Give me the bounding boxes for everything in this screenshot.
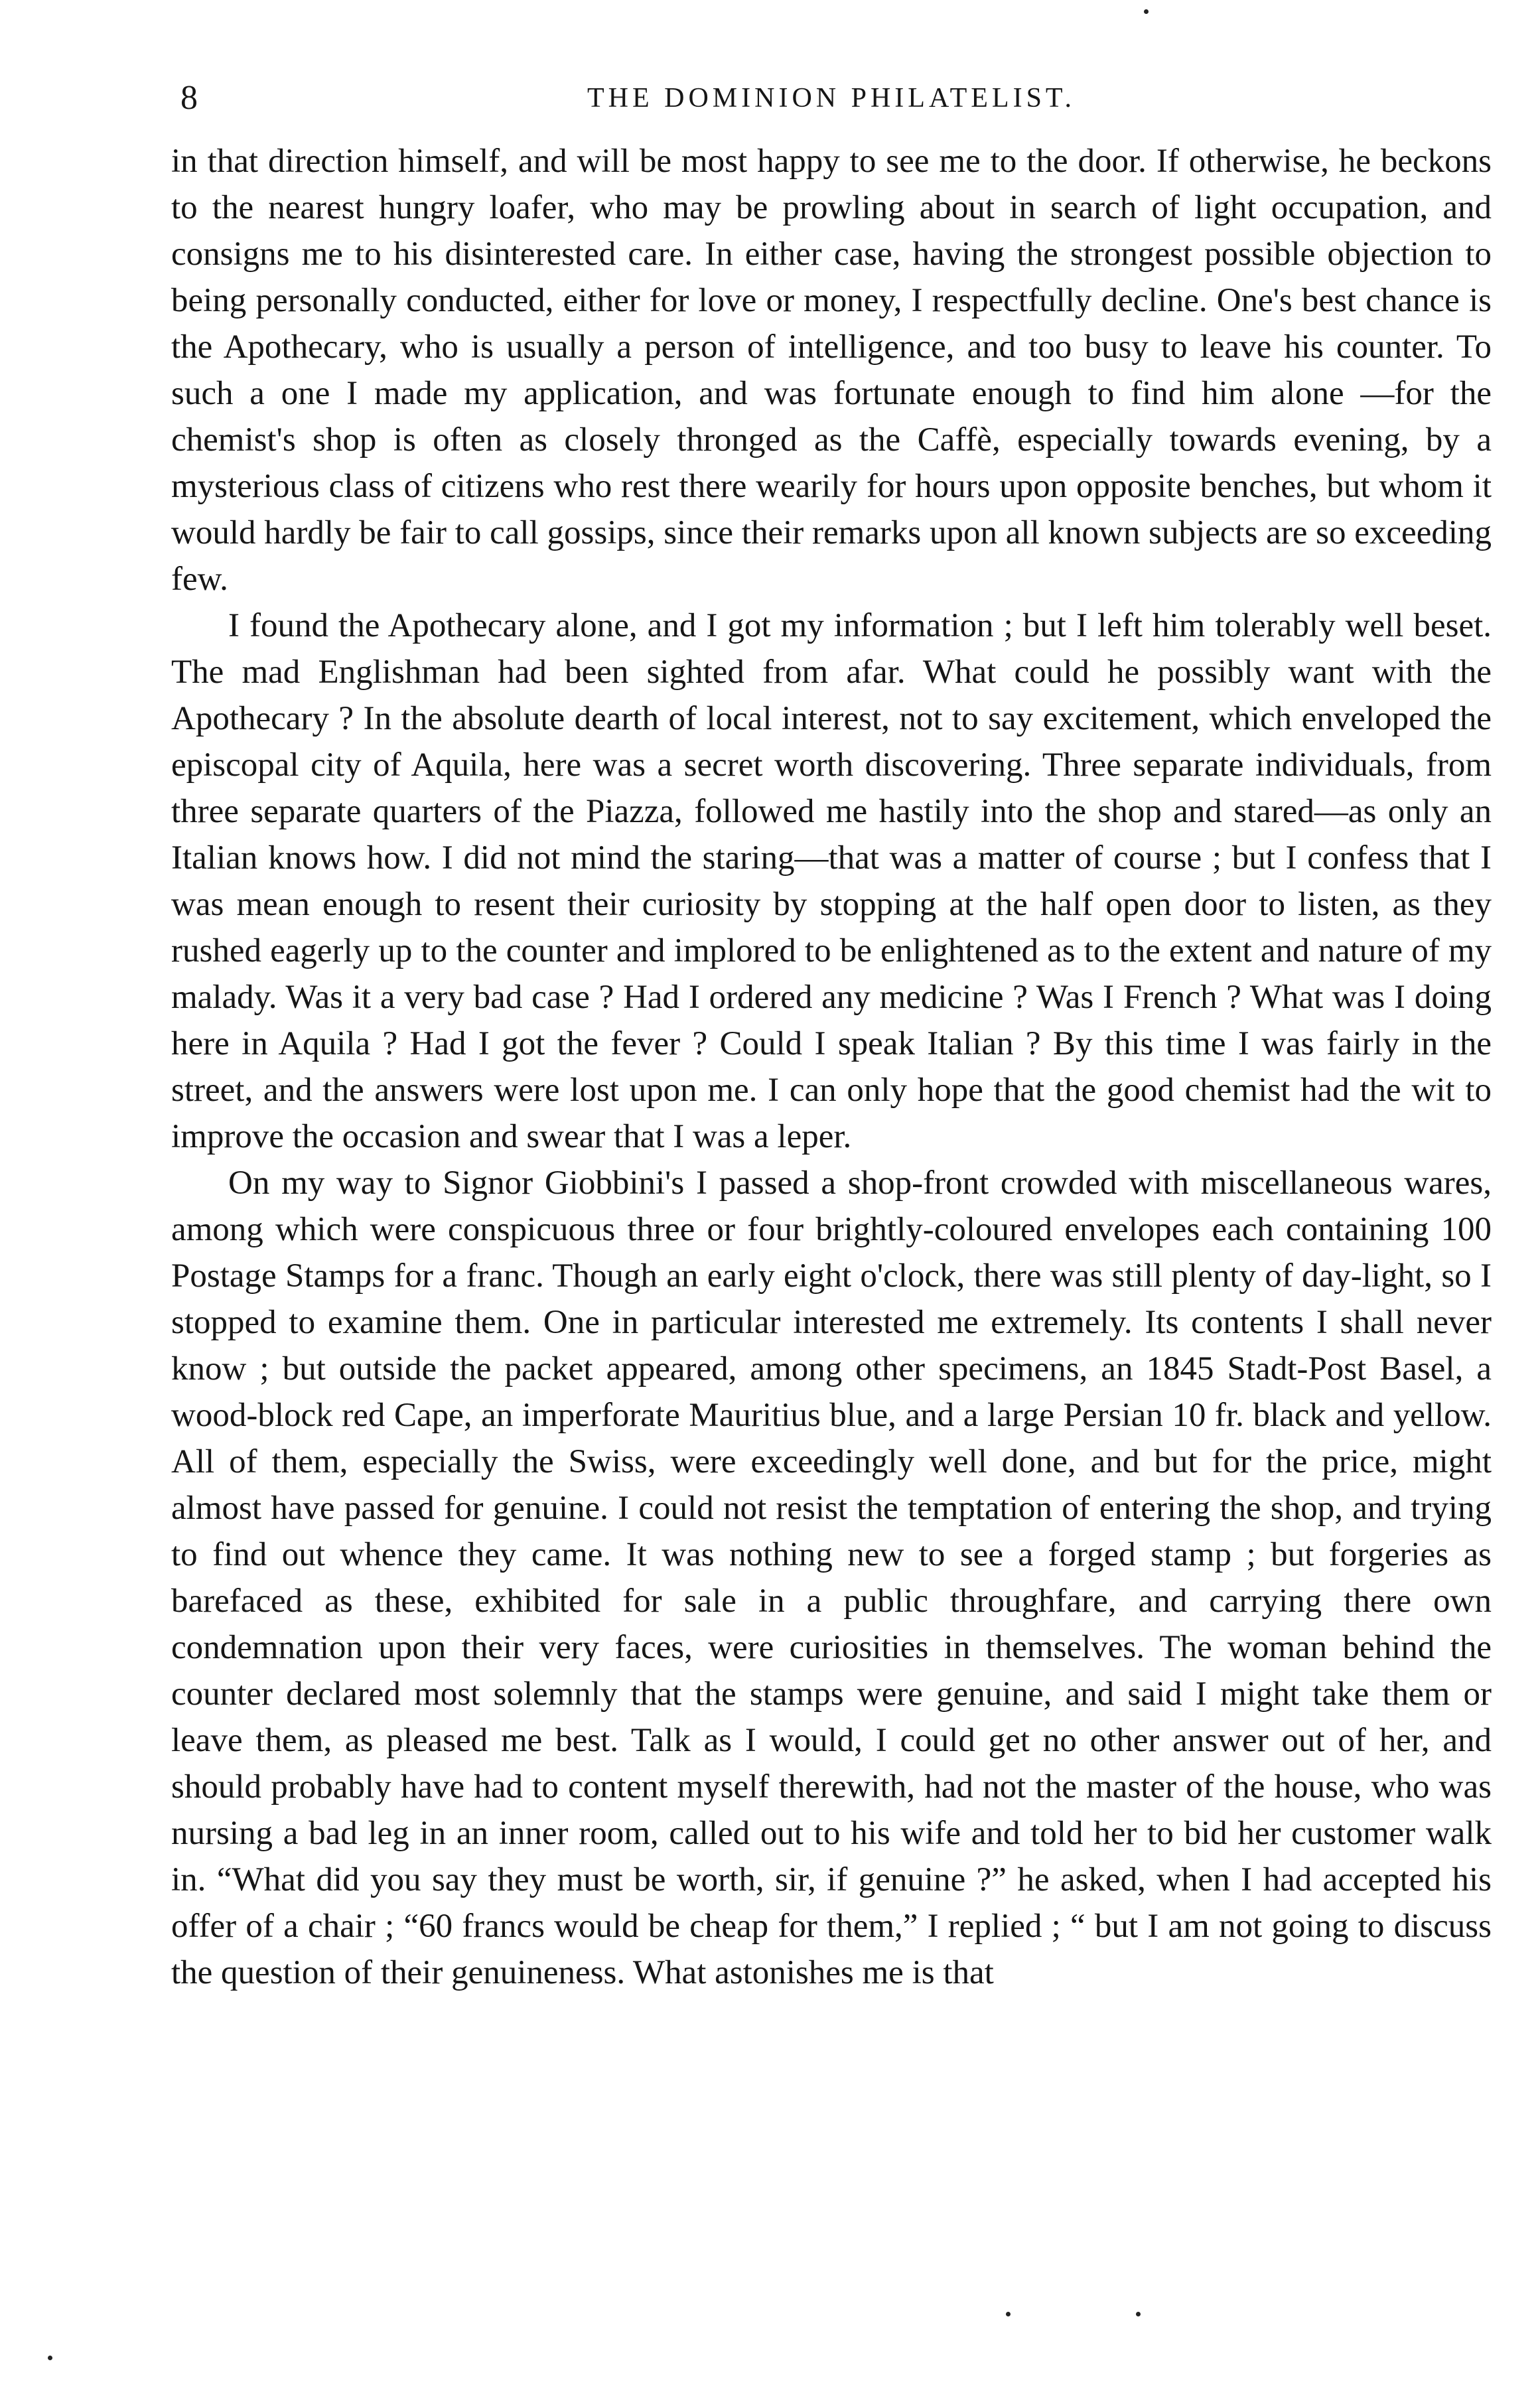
print-speck bbox=[1006, 2312, 1011, 2316]
print-speck bbox=[1136, 2312, 1141, 2316]
paragraph-stamp-shop: On my way to Signor Giobbini's I passed a shop-front crowded with miscellaneous wares, among which were conspicuous three or four brightly-coloured envelopes each containing 100 Postage Stamps for a franc. Though an early eight o'clock, there was still plenty of day-light, so I stopped to examine them. One in particular interested me extremely. Its contents I shall never know ; but outside the packet appeared, among other specimens, an 1845 Stadt-Post Basel, a wood-block red Cape, an imperforate Mauritius blue, and a large Persian 10 fr. black and yellow. All of them, especially the Swiss, were exceedingly well done, and but for the price, might almost have passed for genuine. I could not resist the temptation of entering the shop, and trying to find out whence they came. It was nothing new to see a forged stamp ; but forgeries as barefaced as these, exhibited for sale in a public throughfare, and carrying there own condemnation upon their very faces, were curiosities in themselves. The woman behind the counter declared most solemnly that the stamps were genuine, and said I might take them or leave them, as pleased me best. Talk as I would, I could get no other answer out of her, and should probably have had to content myself therewith, had not the master of the house, who was nursing a bad leg in an inner room, called out to his wife and told her to bid her customer walk in. “What did you say they must be worth, sir, if genuine ?” he asked, when I had accepted his offer of a chair ; “60 francs would be cheap for them,” I replied ; “ but I am not going to discuss the question of their genuineness. What astonishes me is that bbox=[171, 1165, 1492, 1991]
running-title: THE DOMINION PHILATELIST. bbox=[587, 83, 1076, 113]
page-number: 8 bbox=[180, 79, 198, 117]
paragraph-apothecary: I found the Apothecary alone, and I got my information ; but I left him tolerably well beset. The mad Englishman had been sighted from afar. What could he possibly want with the Apothecary ? In the absolute dearth of local interest, not to say excitement, which enveloped the episcopal city of Aquila, here was a secret worth discovering. Three separate individuals, from three separate quarters of the Piazza, followed me hastily into the shop and stared—as only an Italian knows how. I did not mind the staring—that was a matter of course ; but I confess that I was mean enough to resent their curiosity by stopping at the half open door to listen, as they rushed eagerly up to the counter and implored to be enlightened as to the extent and nature of my malady. Was it a very bad case ? Had I ordered any medicine ? Was I French ? What was I doing here in Aquila ? Had I got the fever ? Could I speak Italian ? By this time I was fairly in the street, and the answers were lost upon me. I can only hope that the good chemist had the wit to improve the occasion and swear that I was a leper. bbox=[171, 607, 1492, 1155]
print-speck bbox=[48, 2356, 52, 2360]
paragraph-continued: in that direction himself, and will be most happy to see me to the door. If otherwise, he beckons to the nearest hungry loafer, who may be prowling about in search of light occupation, and consigns me to his disinterested care. In either case, having the strongest possible objection to being personally conducted, either for love or money, I respectfully decline. One's best chance is the Apothecary, who is usually a person of intelligence, and too busy to leave his counter. To such a one I made my application, and was fortunate enough to find him alone —for the chemist's shop is often as closely thronged as the Caffè, especially towards evening, by a mysterious class of citizens who rest there wearily for hours upon opposite benches, but whom it would hardly be fair to call gossips, since their remarks upon all known subjects are so exceeding few. bbox=[171, 143, 1492, 598]
page-header bbox=[171, 72, 1492, 125]
article-body bbox=[171, 138, 1492, 1996]
print-speck bbox=[1144, 9, 1149, 14]
